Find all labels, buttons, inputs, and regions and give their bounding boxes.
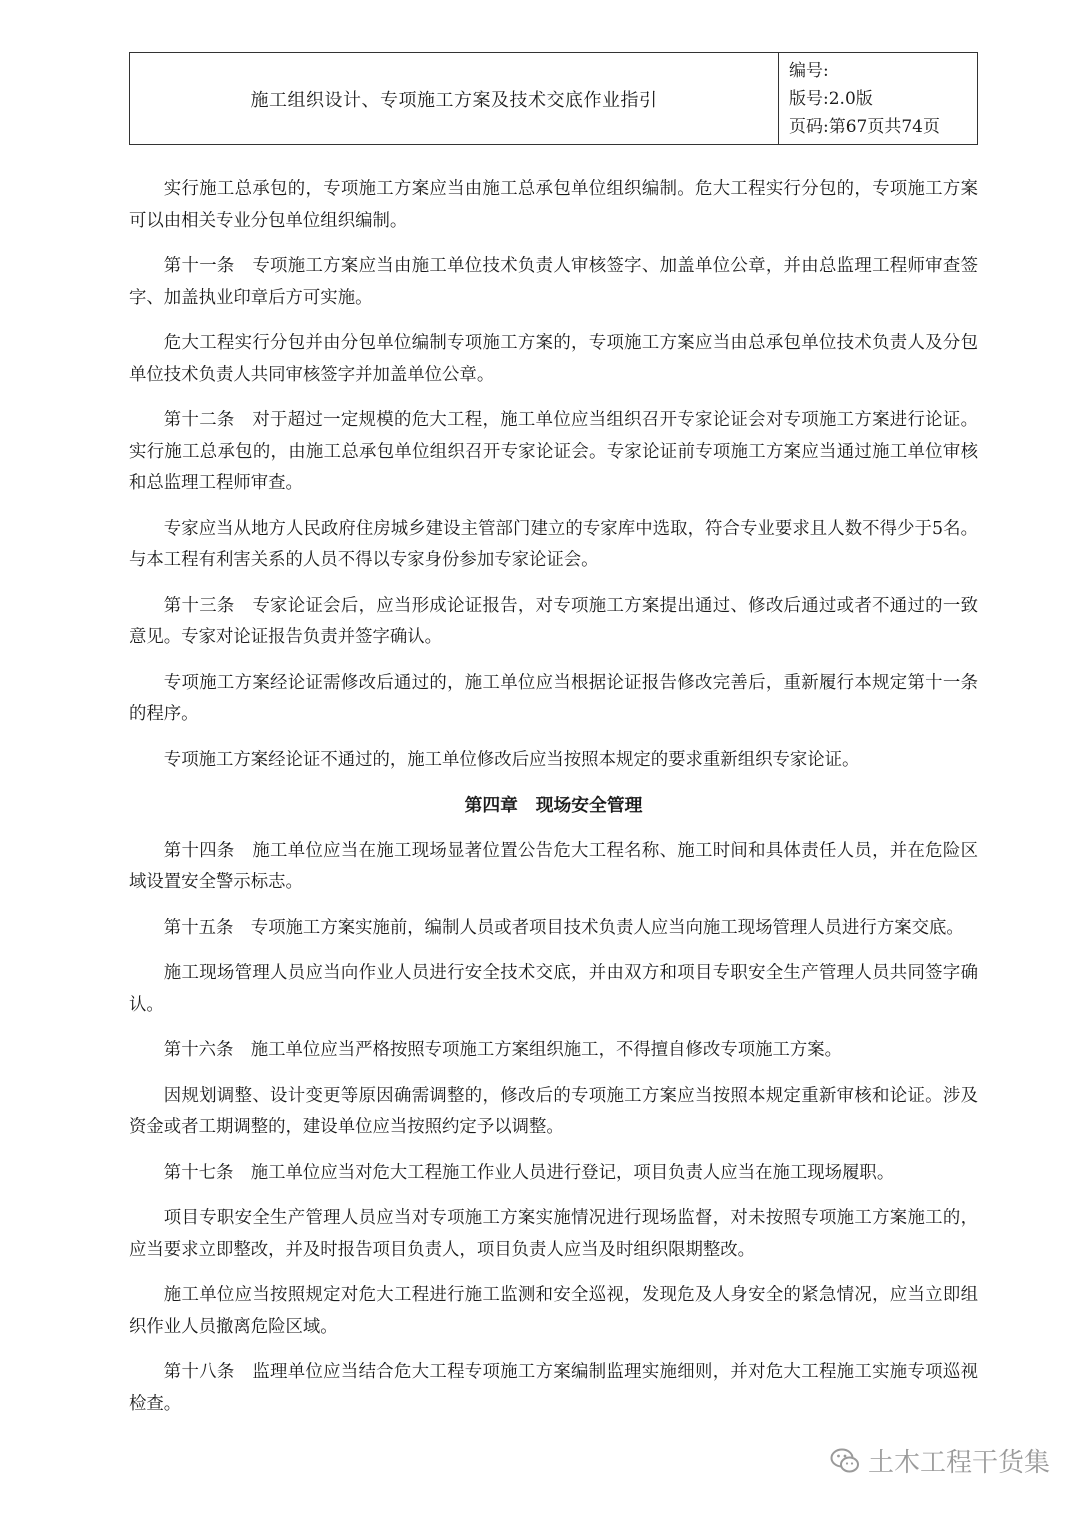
chapter-heading: 第四章 现场安全管理 bbox=[464, 795, 643, 816]
paragraph: 施工单位应当按照规定对危大工程进行施工监测和安全巡视，发现危及人身安全的紧急情况，应当立即组织作业人员撤离危险区域。 bbox=[129, 1285, 978, 1337]
paragraph: 第十一条 专项施工方案应当由施工单位技术负责人审核签字、加盖单位公章，并由总监理工程师审查签字、加盖执业印章后方可实施。 bbox=[129, 256, 978, 308]
paragraph: 第十六条 施工单位应当严格按照专项施工方案组织施工，不得擅自修改专项施工方案。 bbox=[163, 1040, 843, 1060]
document-number: 编号: bbox=[789, 61, 829, 81]
paragraph: 项目专职安全生产管理人员应当对专项施工方案实施情况进行现场监督，对未按照专项施工方案施工的，应当要求立即整改，并及时报告项目负责人，项目负责人应当及时组织限期整改。 bbox=[129, 1208, 978, 1260]
paragraph: 专项施工方案经论证不通过的，施工单位修改后应当按照本规定的要求重新组织专家论证。 bbox=[163, 749, 860, 770]
paragraph: 专家应当从地方人民政府住房城乡建设主管部门建立的专家库中选取，符合专业要求且人数不得少于5名。与本工程有利害关系的人员不得以专家身份参加专家论证会。 bbox=[129, 518, 978, 570]
paragraph: 第十四条 施工单位应当在施工现场显著位置公告危大工程名称、施工时间和具体责任人员，并在危险区域设置安全警示标志。 bbox=[129, 840, 978, 892]
watermark bbox=[830, 1442, 1050, 1479]
paragraph: 因规划调整、设计变更等原因确需调整的，修改后的专项施工方案应当按照本规定重新审核和论证。涉及资金或者工期调整的，建设单位应当按照约定予以调整。 bbox=[129, 1085, 978, 1137]
paragraph: 施工现场管理人员应当向作业人员进行安全技术交底，并由双方和项目专职安全生产管理人员共同签字确认。 bbox=[129, 963, 978, 1015]
document-body bbox=[129, 174, 978, 1434]
paragraph: 危大工程实行分包并由分包单位编制专项施工方案的，专项施工方案应当由总承包单位技术负责人及分包单位技术负责人共同审核签字并加盖单位公章。 bbox=[129, 333, 978, 385]
paragraph: 实行施工总承包的，专项施工方案应当由施工总承包单位组织编制。危大工程实行分包的，专项施工方案可以由相关专业分包单位组织编制。 bbox=[129, 179, 978, 231]
document-version: 版号:2.0版 bbox=[789, 89, 873, 109]
paragraph: 第十八条 监理单位应当结合危大工程专项施工方案编制监理实施细则，并对危大工程施工实施专项巡视检查。 bbox=[129, 1362, 978, 1414]
paragraph: 第十七条 施工单位应当对危大工程施工作业人员进行登记，项目负责人应当在施工现场履职。 bbox=[163, 1162, 895, 1183]
paragraph: 第十三条 专家论证会后，应当形成论证报告，对专项施工方案提出通过、修改后通过或者不通过的一致意见。专家对论证报告负责并签字确认。 bbox=[129, 595, 978, 647]
paragraph: 专项施工方案经论证需修改后通过的，施工单位应当根据论证报告修改完善后，重新履行本规定第十一条的程序。 bbox=[129, 672, 978, 724]
watermark-text: 土木工程干货集 bbox=[867, 1448, 1050, 1478]
paragraph: 第十五条 专项施工方案实施前，编制人员或者项目技术负责人应当向施工现场管理人员进行方案交底。 bbox=[163, 917, 964, 938]
document-header bbox=[129, 52, 978, 145]
wechat-icon bbox=[830, 1448, 860, 1474]
document-meta bbox=[779, 53, 977, 144]
paragraph: 第十二条 对于超过一定规模的危大工程，施工单位应当组织召开专家论证会对专项施工方案进行论证。实行施工总承包的，由施工总承包单位组织召开专家论证会。专家论证前专项施工方案应当通过施工单位审核和总监理工程师审查。 bbox=[129, 410, 978, 493]
document-title: 施工组织设计、专项施工方案及技术交底作业指引 bbox=[130, 53, 779, 144]
document-page-number: 页码:第67页共74页 bbox=[789, 117, 940, 137]
